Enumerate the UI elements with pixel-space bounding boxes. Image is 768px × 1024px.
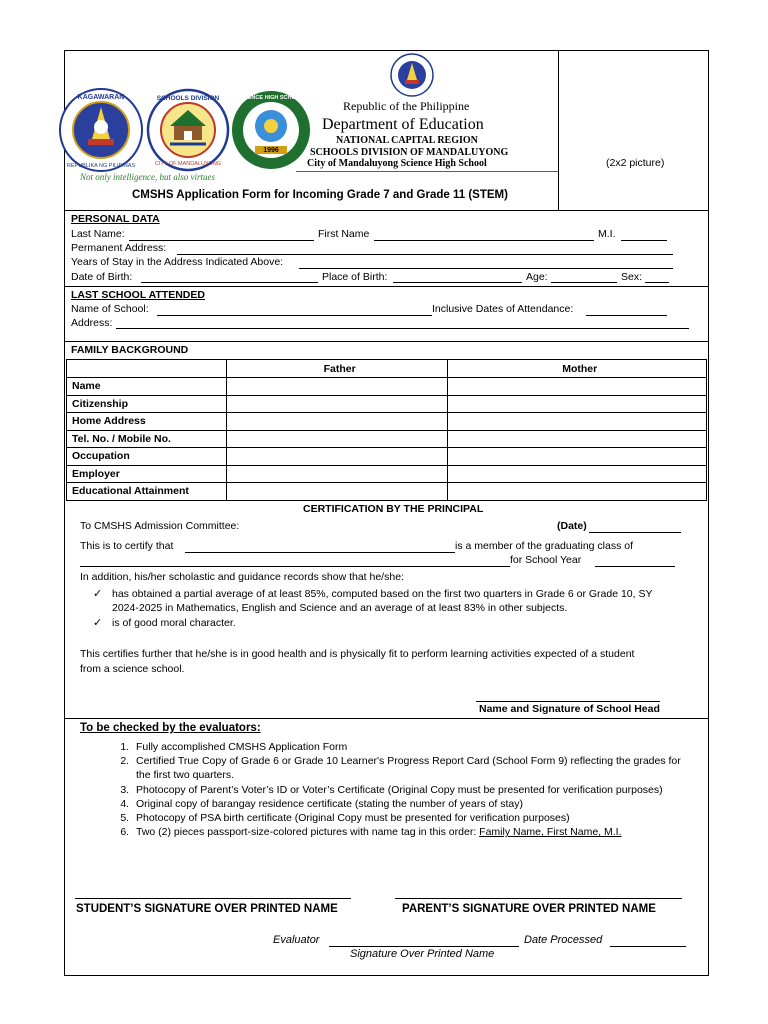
mother-cell[interactable] [448, 413, 707, 431]
divider [65, 341, 708, 342]
personal-data-heading: PERSONAL DATA [71, 213, 160, 225]
mother-cell[interactable] [448, 395, 707, 413]
father-cell[interactable] [226, 378, 448, 396]
student-name-field[interactable] [185, 552, 455, 553]
row-label: Occupation [67, 448, 227, 466]
list-item: 2. Certified True Copy of Grade 6 or Grade 10 Learner's Progress Report Card (School Form 9) reflecting the grades for the first two quarters. [132, 754, 692, 782]
row-label: Educational Attainment [67, 483, 227, 501]
form-title: CMSHS Application Form for Incoming Grade 7 and Grade 11 (STEM) [132, 189, 508, 201]
table-header-cell [67, 360, 227, 378]
list-item: 1. Fully accomplished CMSHS Application Form [132, 740, 692, 754]
deped-top-seal [389, 52, 435, 98]
age-label: Age: [526, 271, 548, 283]
deped-seal-logo [58, 87, 144, 173]
date-label: (Date) [557, 520, 587, 532]
school-head-signature-label: Name and Signature of School Head [479, 703, 660, 715]
list-item-underlined: Family Name, First Name, M.I. [479, 826, 622, 839]
mi-field[interactable] [621, 240, 667, 241]
table-header-father: Father [226, 360, 448, 378]
check-icon: ✓ [93, 588, 103, 600]
date-processed-field[interactable] [610, 946, 686, 947]
school-address-label: Address: [71, 317, 113, 329]
father-cell[interactable] [226, 465, 448, 483]
picture-box-label: (2x2 picture) [606, 157, 665, 169]
table-row [67, 448, 707, 466]
certify-text: This is to certify that [80, 540, 174, 552]
parent-signature-field[interactable] [395, 898, 682, 899]
father-cell[interactable] [226, 395, 448, 413]
addition-text: In addition, his/her scholastic and guidance records show that he/she: [80, 571, 404, 583]
division-line: SCHOOLS DIVISION OF MANDALUYONG [310, 147, 509, 158]
address-label: Permanent Address: [71, 242, 167, 254]
father-cell[interactable] [226, 448, 448, 466]
row-label: Tel. No. / Mobile No. [67, 430, 227, 448]
list-item [132, 825, 692, 839]
table-header-row [67, 360, 707, 378]
table-row [67, 378, 707, 396]
evaluator-field[interactable] [329, 946, 519, 947]
sex-label: Sex: [621, 271, 643, 283]
school-name-line: City of Mandaluyong Science High School [307, 158, 487, 169]
row-label: Home Address [67, 413, 227, 431]
graduating-class-field[interactable] [80, 566, 510, 567]
table-row [67, 430, 707, 448]
last-name-label: Last Name: [71, 228, 125, 240]
list-item: 4. Original copy of barangay residence certificate (stating the number of years of stay) [132, 797, 692, 811]
mother-cell[interactable] [448, 483, 707, 501]
years-label: Years of Stay in the Address Indicated Above: [71, 256, 284, 268]
table-row [67, 413, 707, 431]
list-item: 3. Photocopy of Parent’s Voter’s ID or Voter’s Certificate (Original Copy must be presented for verification purposes) [132, 783, 692, 797]
father-cell[interactable] [226, 483, 448, 501]
schools-division-office-logo [146, 88, 230, 172]
svg-text:CITY OF MANDALUYONG: CITY OF MANDALUYONG [154, 161, 222, 167]
row-label: Citizenship [67, 395, 227, 413]
further-text-1: This certifies further that he/she is in good health and is physically fit to perform learning activities expected of a student [80, 648, 635, 660]
member-text: is a member of the graduating class of [455, 540, 634, 552]
first-name-field[interactable] [374, 240, 594, 241]
last-name-field[interactable] [129, 240, 314, 241]
divider [65, 210, 708, 211]
table-row [67, 483, 707, 501]
table-row [67, 395, 707, 413]
school-address-field[interactable] [116, 328, 689, 329]
school-head-signature-field[interactable] [476, 701, 660, 702]
cmshs-school-logo [231, 88, 311, 172]
parent-signature-label: PARENT’S SIGNATURE OVER PRINTED NAME [402, 903, 656, 915]
evaluator-label: Evaluator [273, 934, 320, 946]
criterion-1a: has obtained a partial average of at least 85%, computed based on the first two quarters in Grade 6 or Grade 10, SY [112, 588, 653, 600]
school-year-field[interactable] [595, 566, 675, 567]
svg-text:KAGAWARAN: KAGAWARAN [77, 94, 125, 101]
inclusive-dates-field[interactable] [586, 315, 667, 316]
picture-box [558, 50, 709, 211]
divider [65, 718, 708, 719]
header-rule [296, 171, 558, 172]
check-icon: ✓ [93, 617, 103, 629]
svg-text:1996: 1996 [263, 147, 279, 154]
school-motto: Not only intelligence, but also virtues [80, 172, 215, 182]
sex-field[interactable] [645, 282, 669, 283]
evaluator-sub-label: Signature Over Printed Name [350, 948, 495, 960]
row-label: Employer [67, 465, 227, 483]
mother-cell[interactable] [448, 430, 707, 448]
row-label: Name [67, 378, 227, 396]
mi-label: M.I. [598, 228, 616, 240]
requirements-list [96, 740, 692, 839]
pob-label: Place of Birth: [322, 271, 388, 283]
list-item: 5. Photocopy of PSA birth certificate (Original Copy must be presented for verification purposes) [132, 811, 692, 825]
date-field[interactable] [589, 532, 681, 533]
to-committee: To CMSHS Admission Committee: [80, 520, 240, 532]
evaluators-heading: To be checked by the evaluators: [80, 722, 261, 734]
school-year-label: for School Year [510, 554, 582, 566]
republic-line: Republic of the Philippine [343, 99, 470, 113]
svg-text:REPUBLIKA NG PILIPINAS: REPUBLIKA NG PILIPINAS [66, 163, 136, 169]
pob-field[interactable] [393, 282, 522, 283]
mother-cell[interactable] [448, 378, 707, 396]
svg-text:SCIENCE HIGH SCHOOL: SCIENCE HIGH SCHOOL [238, 95, 304, 101]
school-name-label: Name of School: [71, 303, 149, 315]
years-field[interactable] [299, 268, 673, 269]
family-background-heading: FAMILY BACKGROUND [71, 344, 189, 356]
table-header-mother: Mother [448, 360, 707, 378]
table-row [67, 465, 707, 483]
mother-cell[interactable] [448, 465, 707, 483]
first-name-label: First Name [318, 228, 370, 240]
department-title: Department of Education [322, 116, 484, 133]
mother-cell[interactable] [448, 448, 707, 466]
last-school-heading: LAST SCHOOL ATTENDED [71, 289, 205, 301]
father-cell[interactable] [226, 430, 448, 448]
region-line: NATIONAL CAPITAL REGION [336, 135, 478, 146]
age-field[interactable] [551, 282, 617, 283]
criterion-2: is of good moral character. [112, 617, 236, 629]
family-table [66, 359, 707, 501]
date-processed-label: Date Processed [524, 934, 603, 946]
father-cell[interactable] [226, 413, 448, 431]
dob-label: Date of Birth: [71, 271, 133, 283]
inclusive-dates-label: Inclusive Dates of Attendance: [432, 303, 574, 315]
student-signature-label: STUDENT’S SIGNATURE OVER PRINTED NAME [76, 903, 338, 915]
svg-text:SCHOOLS DIVISION: SCHOOLS DIVISION [156, 95, 220, 102]
school-name-field[interactable] [157, 315, 432, 316]
address-field[interactable] [177, 254, 673, 255]
student-signature-field[interactable] [75, 898, 351, 899]
divider [65, 286, 708, 287]
criterion-1b: 2024-2025 in Mathematics, English and Science and an average of at least 83% in other subjects. [112, 602, 568, 614]
further-text-2: from a science school. [80, 663, 185, 675]
certification-heading: CERTIFICATION BY THE PRINCIPAL [303, 503, 484, 515]
dob-field[interactable] [141, 282, 318, 283]
list-item-text: Two (2) pieces passport-size-colored pictures with name tag in this order: [136, 826, 480, 839]
